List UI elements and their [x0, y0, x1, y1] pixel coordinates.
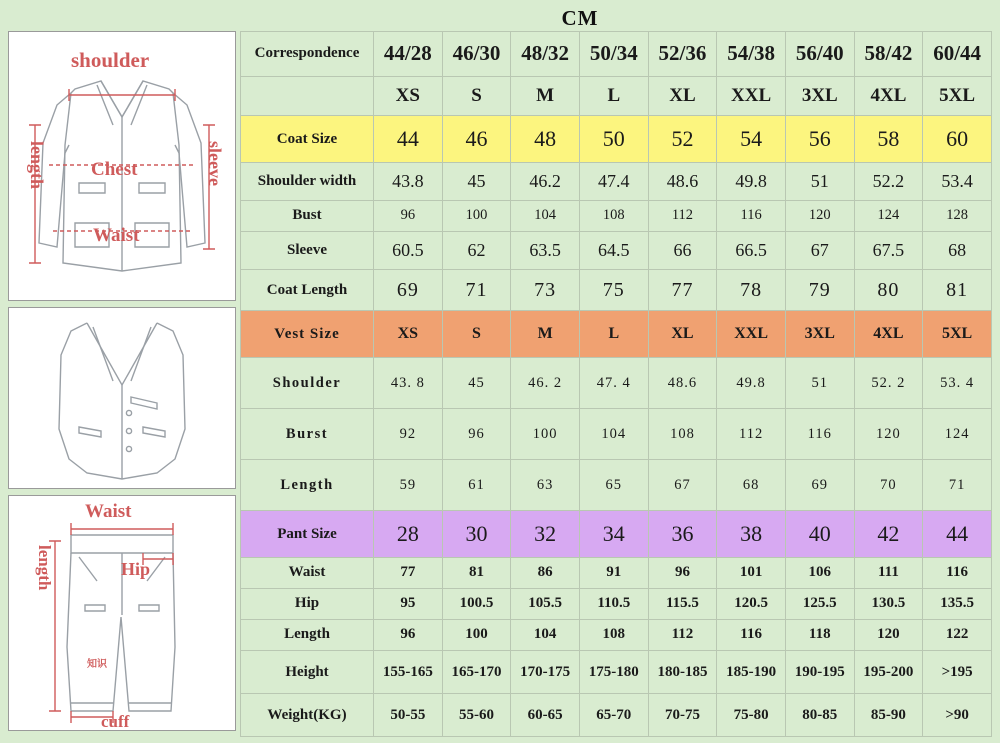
table-row: [241, 32, 992, 77]
data-cell: 180-185: [648, 651, 717, 694]
data-cell: 55-60: [442, 694, 511, 737]
data-cell: 69: [785, 460, 854, 511]
data-cell: 115.5: [648, 588, 717, 619]
correspondence-cell: 60/44: [923, 32, 992, 77]
data-cell: 52: [648, 116, 717, 163]
data-cell: 63.5: [511, 231, 580, 269]
data-cell: 165-170: [442, 651, 511, 694]
alpha-size-label: [241, 76, 374, 116]
row-header: Shoulder width: [241, 163, 374, 201]
data-cell: 105.5: [511, 588, 580, 619]
table-row: [241, 511, 992, 558]
data-cell: 77: [648, 269, 717, 310]
data-cell: 61: [442, 460, 511, 511]
alpha-size-cell: S: [442, 76, 511, 116]
data-cell: 43.8: [374, 163, 443, 201]
pants-illustration: [8, 495, 236, 731]
row-header: Burst: [241, 409, 374, 460]
table-row: [241, 358, 992, 409]
data-cell: 100: [511, 409, 580, 460]
data-cell: S: [442, 311, 511, 358]
row-header: Length: [241, 460, 374, 511]
row-header: Hip: [241, 588, 374, 619]
data-cell: 75: [579, 269, 648, 310]
data-cell: 67: [648, 460, 717, 511]
data-cell: 111: [854, 557, 923, 588]
table-row: [241, 619, 992, 650]
data-cell: 104: [579, 409, 648, 460]
data-cell: 91: [579, 557, 648, 588]
data-cell: 45: [442, 358, 511, 409]
data-cell: 70: [854, 460, 923, 511]
data-cell: L: [579, 311, 648, 358]
data-cell: >195: [923, 651, 992, 694]
row-header: Weight(KG): [241, 694, 374, 737]
data-cell: M: [511, 311, 580, 358]
data-cell: 59: [374, 460, 443, 511]
data-cell: 86: [511, 557, 580, 588]
data-cell: 108: [579, 200, 648, 231]
row-header: Coat Length: [241, 269, 374, 310]
data-cell: 32: [511, 511, 580, 558]
data-cell: 170-175: [511, 651, 580, 694]
data-cell: 68: [717, 460, 786, 511]
data-cell: 66: [648, 231, 717, 269]
data-cell: 112: [717, 409, 786, 460]
data-cell: 80-85: [785, 694, 854, 737]
data-cell: 30: [442, 511, 511, 558]
data-cell: XL: [648, 311, 717, 358]
data-cell: 49.8: [717, 163, 786, 201]
data-cell: 43. 8: [374, 358, 443, 409]
data-cell: 85-90: [854, 694, 923, 737]
data-cell: 67.5: [854, 231, 923, 269]
jacket-label-chest: Chest: [91, 159, 138, 180]
data-cell: 100: [442, 200, 511, 231]
data-cell: 112: [648, 200, 717, 231]
table-row: [241, 163, 992, 201]
data-cell: 135.5: [923, 588, 992, 619]
data-cell: 64.5: [579, 231, 648, 269]
jacket-label-shoulder: shoulder: [71, 48, 150, 72]
data-cell: 92: [374, 409, 443, 460]
alpha-size-cell: 5XL: [923, 76, 992, 116]
alpha-size-cell: M: [511, 76, 580, 116]
data-cell: 42: [854, 511, 923, 558]
data-cell: 44: [923, 511, 992, 558]
unit-row: [8, 6, 992, 31]
data-cell: 48.6: [648, 163, 717, 201]
table-row: [241, 588, 992, 619]
data-cell: 81: [923, 269, 992, 310]
data-cell: 3XL: [785, 311, 854, 358]
size-table: [240, 31, 992, 737]
data-cell: 101: [717, 557, 786, 588]
size-table-wrap: [236, 31, 992, 737]
data-cell: 52.2: [854, 163, 923, 201]
data-cell: 100: [442, 619, 511, 650]
chart-body: [8, 31, 992, 737]
data-cell: 122: [923, 619, 992, 650]
data-cell: 36: [648, 511, 717, 558]
data-cell: 5XL: [923, 311, 992, 358]
data-cell: 77: [374, 557, 443, 588]
data-cell: 46. 2: [511, 358, 580, 409]
data-cell: 110.5: [579, 588, 648, 619]
pant-label-waist: Waist: [85, 501, 132, 522]
data-cell: 34: [579, 511, 648, 558]
data-cell: 116: [923, 557, 992, 588]
correspondence-cell: 52/36: [648, 32, 717, 77]
data-cell: XXL: [717, 311, 786, 358]
data-cell: 65-70: [579, 694, 648, 737]
data-cell: 47.4: [579, 163, 648, 201]
data-cell: 71: [923, 460, 992, 511]
alpha-size-cell: 4XL: [854, 76, 923, 116]
data-cell: 48: [511, 116, 580, 163]
correspondence-label: Correspondence: [241, 32, 374, 77]
data-cell: 67: [785, 231, 854, 269]
jacket-illustration: [8, 31, 236, 301]
alpha-size-cell: L: [579, 76, 648, 116]
data-cell: 190-195: [785, 651, 854, 694]
data-cell: 45: [442, 163, 511, 201]
data-cell: 100.5: [442, 588, 511, 619]
table-row: [241, 269, 992, 310]
alpha-size-cell: XL: [648, 76, 717, 116]
data-cell: 70-75: [648, 694, 717, 737]
data-cell: 112: [648, 619, 717, 650]
data-cell: 69: [374, 269, 443, 310]
data-cell: 104: [511, 200, 580, 231]
data-cell: 120: [785, 200, 854, 231]
data-cell: 58: [854, 116, 923, 163]
table-row: [241, 116, 992, 163]
data-cell: 116: [717, 619, 786, 650]
data-cell: 108: [579, 619, 648, 650]
jacket-label-waist: Waist: [93, 225, 140, 246]
data-cell: 108: [648, 409, 717, 460]
row-header: Bust: [241, 200, 374, 231]
correspondence-cell: 44/28: [374, 32, 443, 77]
data-cell: 116: [717, 200, 786, 231]
data-cell: 71: [442, 269, 511, 310]
data-cell: 195-200: [854, 651, 923, 694]
data-cell: 75-80: [717, 694, 786, 737]
data-cell: 106: [785, 557, 854, 588]
data-cell: 52. 2: [854, 358, 923, 409]
correspondence-cell: 50/34: [579, 32, 648, 77]
data-cell: 120.5: [717, 588, 786, 619]
data-cell: 47. 4: [579, 358, 648, 409]
row-header: Coat Size: [241, 116, 374, 163]
data-cell: 62: [442, 231, 511, 269]
data-cell: >90: [923, 694, 992, 737]
unit-label: CM: [561, 6, 599, 30]
data-cell: 63: [511, 460, 580, 511]
data-cell: 49.8: [717, 358, 786, 409]
data-cell: 60-65: [511, 694, 580, 737]
row-header: Shoulder: [241, 358, 374, 409]
row-header: Vest Size: [241, 311, 374, 358]
data-cell: XS: [374, 311, 443, 358]
data-cell: 38: [717, 511, 786, 558]
row-header: Height: [241, 651, 374, 694]
data-cell: 73: [511, 269, 580, 310]
data-cell: 60: [923, 116, 992, 163]
data-cell: 50-55: [374, 694, 443, 737]
data-cell: 116: [785, 409, 854, 460]
row-header: Waist: [241, 557, 374, 588]
data-cell: 46.2: [511, 163, 580, 201]
data-cell: 104: [511, 619, 580, 650]
table-row: [241, 694, 992, 737]
data-cell: 95: [374, 588, 443, 619]
data-cell: 50: [579, 116, 648, 163]
data-cell: 120: [854, 409, 923, 460]
correspondence-cell: 46/30: [442, 32, 511, 77]
table-row: [241, 76, 992, 116]
data-cell: 96: [374, 200, 443, 231]
data-cell: 96: [648, 557, 717, 588]
data-cell: 130.5: [854, 588, 923, 619]
alpha-size-cell: XXL: [717, 76, 786, 116]
data-cell: 4XL: [854, 311, 923, 358]
data-cell: 96: [442, 409, 511, 460]
data-cell: 53. 4: [923, 358, 992, 409]
table-row: [241, 200, 992, 231]
data-cell: 80: [854, 269, 923, 310]
data-cell: 54: [717, 116, 786, 163]
pant-label-measure: 知识: [87, 659, 107, 670]
data-cell: 56: [785, 116, 854, 163]
data-cell: 44: [374, 116, 443, 163]
illustrations-column: [8, 31, 236, 737]
data-cell: 81: [442, 557, 511, 588]
vest-illustration: [8, 307, 236, 489]
pant-label-length: length: [35, 545, 54, 591]
correspondence-cell: 56/40: [785, 32, 854, 77]
alpha-size-cell: XS: [374, 76, 443, 116]
row-header: Pant Size: [241, 511, 374, 558]
table-row: [241, 409, 992, 460]
data-cell: 118: [785, 619, 854, 650]
data-cell: 128: [923, 200, 992, 231]
row-header: Length: [241, 619, 374, 650]
pant-label-cuff: cuff: [101, 712, 130, 730]
data-cell: 96: [374, 619, 443, 650]
alpha-size-cell: 3XL: [785, 76, 854, 116]
data-cell: 125.5: [785, 588, 854, 619]
jacket-label-length: length: [27, 141, 47, 190]
data-cell: 120: [854, 619, 923, 650]
correspondence-cell: 48/32: [511, 32, 580, 77]
data-cell: 124: [923, 409, 992, 460]
data-cell: 40: [785, 511, 854, 558]
data-cell: 51: [785, 358, 854, 409]
table-row: [241, 311, 992, 358]
data-cell: 65: [579, 460, 648, 511]
data-cell: 155-165: [374, 651, 443, 694]
pant-label-hip: Hip: [121, 559, 151, 579]
data-cell: 48.6: [648, 358, 717, 409]
data-cell: 51: [785, 163, 854, 201]
data-cell: 53.4: [923, 163, 992, 201]
data-cell: 78: [717, 269, 786, 310]
data-cell: 79: [785, 269, 854, 310]
data-cell: 175-180: [579, 651, 648, 694]
data-cell: 60.5: [374, 231, 443, 269]
data-cell: 124: [854, 200, 923, 231]
data-cell: 185-190: [717, 651, 786, 694]
data-cell: 66.5: [717, 231, 786, 269]
data-cell: 28: [374, 511, 443, 558]
correspondence-cell: 58/42: [854, 32, 923, 77]
jacket-label-sleeve: sleeve: [205, 141, 225, 186]
correspondence-cell: 54/38: [717, 32, 786, 77]
table-row: [241, 460, 992, 511]
table-row: [241, 651, 992, 694]
table-row: [241, 231, 992, 269]
row-header: Sleeve: [241, 231, 374, 269]
table-row: [241, 557, 992, 588]
data-cell: 68: [923, 231, 992, 269]
data-cell: 46: [442, 116, 511, 163]
